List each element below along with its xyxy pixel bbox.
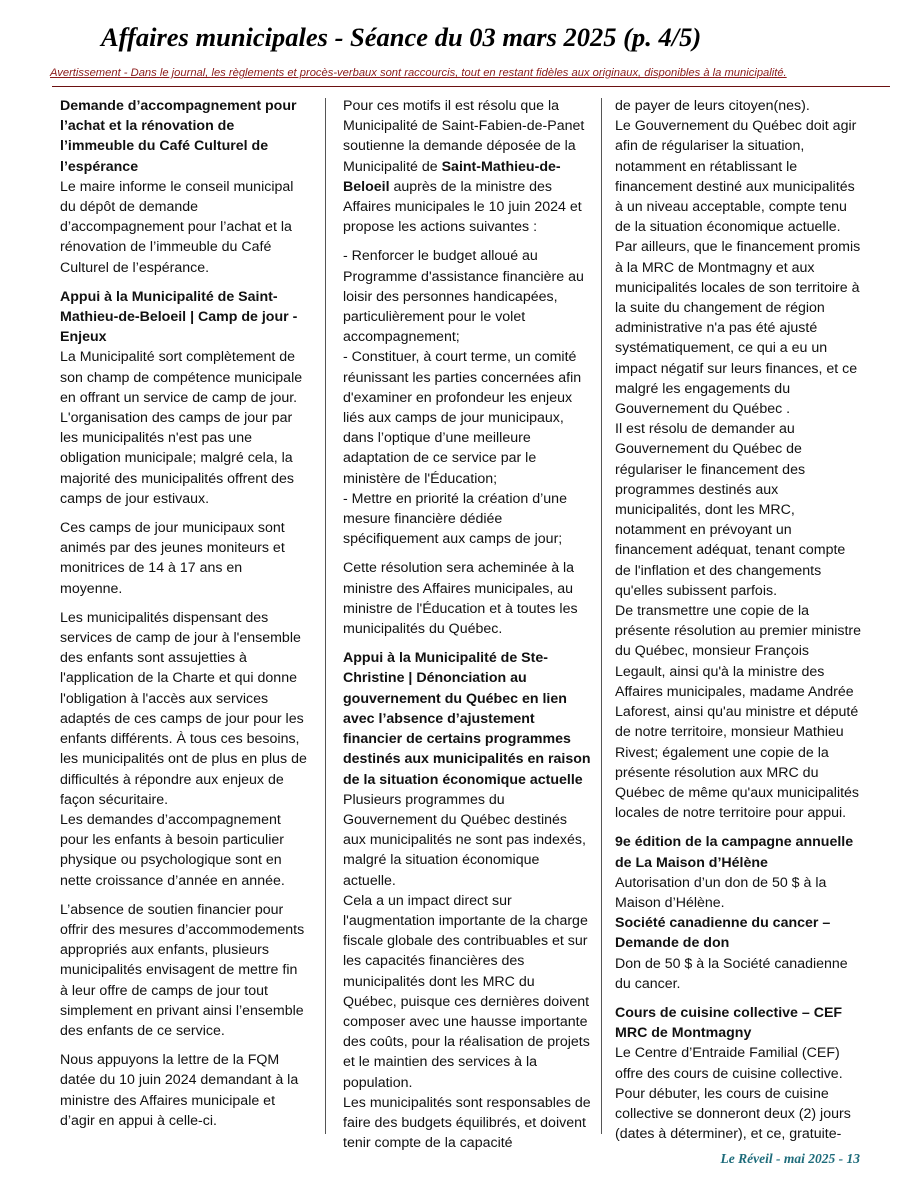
paragraph: Pour ces motifs il est résolu que la Municipalité de Saint-Fabien-de-Panet soutienne la demande déposée de la Municipalité de Saint-Mathieu-de-Beloeil auprès de la ministre des Affaires municipales le 10 juin 2024 et propose les actions suivantes : xyxy=(343,98,585,236)
column-2 xyxy=(343,96,591,1153)
paragraph: Le maire informe le conseil municipal du dépôt de demande d’accompagnement pour l’achat et la rénovation de l’immeuble du Café Culturel de l’espérance. xyxy=(60,178,294,276)
paragraph: de payer de leurs citoyen(nes). xyxy=(615,98,810,114)
column-divider-1 xyxy=(325,98,326,1134)
action-item: - Mettre en priorité la création d’une mesure financière dédiée spécifiquement aux camps de jour; xyxy=(343,490,567,548)
paragraph: Cela a un impact direct sur l'augmentation importante de la charge fiscale globale des contribuables et sur les capacités financières des municipalités dont les MRC du Québec, puisque ces dernières doivent composer avec une hausse importante des coûts, pour la réalisation de projets et le maintien des services à la population. xyxy=(343,892,590,1091)
header-divider xyxy=(52,86,890,87)
paragraph: Les municipalités dispensant des services de camp de jour à l'ensemble des enfants sont assujetties à l'application de la Charte et qui donne l'obligation à l'accès aux services adaptés de ces camps de jour pour les enfants différents. À tous ces besoins, les municipalités ont de plus en plus de difficultés à répondre aux enjeux de façon sécuritaire. xyxy=(60,609,307,808)
paragraph: Plusieurs programmes du Gouvernement du Québec destinés aux municipalités ne sont pas indexés, malgré la situation économique actuelle. xyxy=(343,791,586,889)
column-3 xyxy=(615,96,863,1144)
paragraph: Cette résolution sera acheminée à la ministre des Affaires municipales, au ministre de l'Éducation et à toutes les municipalités du Québec. xyxy=(343,560,578,638)
page-footer: Le Réveil - mai 2025 - 13 xyxy=(720,1151,860,1166)
paragraph: Ces camps de jour municipaux sont animés par des jeunes moniteurs et monitrices de 14 à 17 ans en moyenne. xyxy=(60,520,285,597)
section-heading-camp-de-jour: Appui à la Municipalité de Saint-Mathieu-de-Beloeil | Camp de jour - Enjeux xyxy=(60,288,298,346)
section-heading-cuisine: Cours de cuisine collective – CEF MRC de Montmagny xyxy=(615,1004,843,1042)
section-heading-maison-helene: 9e édition de la campagne annuelle de La Maison d’Hélène xyxy=(615,834,854,871)
column-1 xyxy=(60,96,308,1131)
paragraph: Don de 50 $ à la Société canadienne du cancer. xyxy=(615,955,848,992)
warning-notice: Avertissement - Dans le journal, les règlements et procès-verbaux sont raccourcis, tout en restant fidèles aux originaux, disponibles à la municipalité. xyxy=(50,67,787,79)
action-item: - Renforcer le budget alloué au Programme d'assistance financière au loisir des personnes handicapées, particulièrement pour le volet accompagnement; xyxy=(343,248,584,346)
paragraph: Le Centre d’Entraide Familial (CEF) offre des cours de cuisine collective. Pour débuter, les cours de cuisine collective se donneront deux (2) jours (dates à déterminer), et ce, gratuite- xyxy=(615,1045,851,1143)
paragraph: Autorisation d’un don de 50 $ à la Maison d’Hélène. xyxy=(615,874,827,911)
section-heading-cafe: Demande d’accompagnement pour l’achat et la rénovation de l’immeuble du Café Culturel de l’espérance xyxy=(60,98,297,175)
section-heading-ste-christine: Appui à la Municipalité de Ste-Christine | Dénonciation au gouvernement du Québec en lien avec l’absence d’ajustement financier de certains programmes destinés aux municipalités en raison de la situation économique actuelle xyxy=(343,650,591,788)
paragraph: L’absence de soutien financier pour offrir des mesures d’accommodements appropriés aux enfants, plusieurs municipalités envisagent de mettre fin à leur offre de camps de jour tout simplement en privant ainsi l’ensemble des enfants de ce service. xyxy=(60,901,305,1039)
action-item: - Constituer, à court terme, un comité réunissant les parties concernées afin d'examiner en profondeur les enjeux liés aux camps de jour municipaux, dans l’optique d’une meilleure adaptation de ce service par le ministère de l'Éducation; xyxy=(343,349,582,487)
municipality-name: Saint-Mathieu-de-Beloeil xyxy=(343,158,561,195)
section-heading-cancer: Société canadienne du cancer – Demande de don xyxy=(615,915,831,952)
paragraph: Nous appuyons la lettre de la FQM datée du 10 juin 2024 demandant à la ministre des Affaires municipale et d’agir en appui à celle-ci. xyxy=(60,1052,299,1129)
paragraph: Il est résolu de demander au Gouvernement du Québec de régulariser le financement des programmes destinés aux municipalités, dont les MRC, notamment en prévoyant un financement adéquat, tenant compte de l'inflation et des changements qu'elles subissent parfois. xyxy=(615,421,846,599)
paragraph: De transmettre une copie de la présente résolution au premier ministre du Québec, monsieur François Legault, ainsi qu'à la ministre des Affaires municipales, madame Andrée Laforest, ainsi qu'au ministre et député de notre territoire, monsieur Mathieu Rivest; également une copie de la présente résolution aux MRC du Québec de même qu'aux municipalités locales de notre territoire pour appui. xyxy=(615,603,862,822)
paragraph: La Municipalité sort complètement de son champ de compétence municipale en offrant un service de camp de jour. L'organisation des camps de jour par les municipalités n'est pas une obligation municipale; malgré cela, la majorité des municipalités offrent des camps de jour estivaux. xyxy=(60,349,303,507)
page-title: Affaires municipales - Séance du 03 mars 2025 (p. 4/5) xyxy=(101,22,702,52)
paragraph: Par ailleurs, que le financement promis à la MRC de Montmagny et aux municipalités locales de son territoire à la suite du changement de région administrative n'a pas été ajusté systématiquement, ce qui a eu un impact négatif sur leurs finances, et ce malgré les engagements du Gouvernement du Québec . xyxy=(615,239,861,418)
column-divider-2 xyxy=(601,98,602,1134)
paragraph: Les municipalités sont responsables de faire des budgets équilibrés, et doivent tenir compte de la capacité xyxy=(343,1094,591,1152)
paragraph: Le Gouvernement du Québec doit agir afin de régulariser la situation, notamment en rétablissant le financement destiné aux municipalités à un niveau acceptable, compte tenu de la situation économique actuelle. xyxy=(615,118,857,236)
paragraph: Les demandes d’accompagnement pour les enfants à besoin particulier physique ou psychologique sont en nette croissance d’année en année. xyxy=(60,811,285,889)
